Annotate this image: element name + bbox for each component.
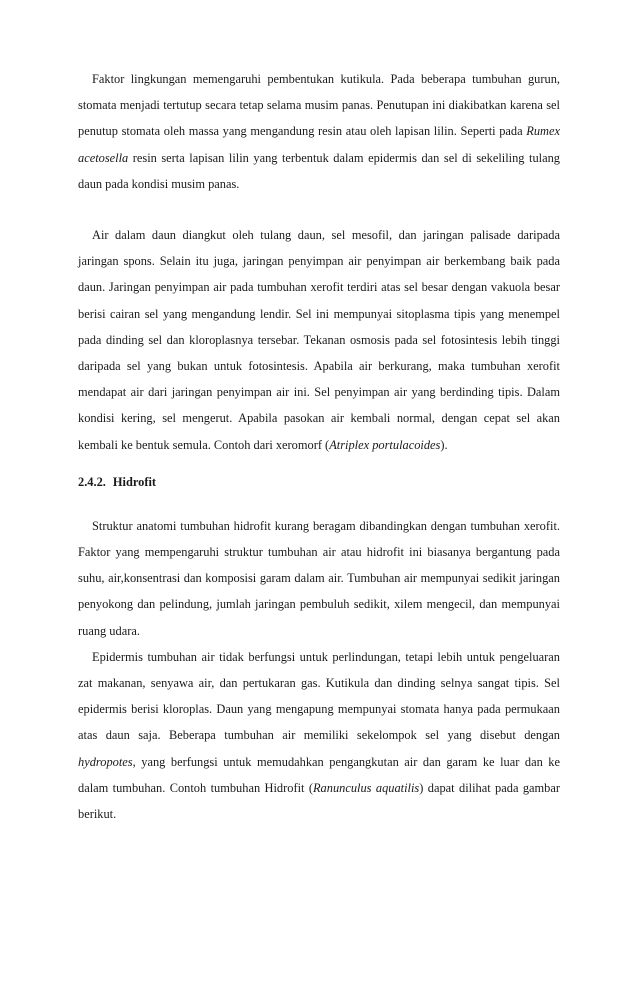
section-number: 2.4.2. (78, 474, 106, 489)
paragraph-struktur-anatomi (78, 513, 560, 644)
section-heading (78, 472, 560, 492)
term-italic: hydropotes (78, 754, 133, 769)
paragraph-spacer (78, 197, 560, 222)
species-name: Atriplex portulacoides (329, 437, 441, 452)
species-name: Rumex acetosella (78, 124, 560, 165)
paragraph-air-dalam-daun (78, 222, 560, 458)
section-spacer (78, 458, 560, 472)
document-page (78, 66, 560, 827)
species-name: Ranunculus aquatilis (312, 780, 420, 795)
section-spacer (78, 492, 560, 513)
paragraph-text: Epidermis tumbuhan air tidak berfungsi untuk perlindungan, tetapi lebih untuk pengeluaran zat makanan, senyawa air, dan pertukaran gas. Kutikula dan dinding selnya sangat tipis. Sel epidermis berisi kloroplas. Daun yang mengapung mempunyai stomata hanya pada permukaan atas daun saja. Beberapa tumbuhan air memiliki sekelompok sel yang disebut dengan (78, 649, 560, 743)
paragraph-text: Faktor lingkungan memengaruhi pembentukan kutikula. Pada beberapa tumbuhan gurun, stomata menjadi tertutup secara tetap selama musim panas. Penutupan ini diakibatkan karena sel penutup stomata oleh massa yang mengandung resin atau oleh lapisan lilin. Seperti pada (78, 72, 560, 139)
paragraph-text: resin serta lapisan lilin yang terbentuk dalam epidermis dan sel di sekeliling tulang daun pada kondisi musim panas. (78, 150, 560, 191)
paragraph-epidermis (78, 644, 560, 827)
paragraph-text: ) dapat dilihat pada gambar berikut. (78, 780, 560, 822)
paragraph-text: , yang berfungsi untuk memudahkan pengangkutan air dan garam ke luar dan ke dalam tumbuhan. Contoh tumbuhan Hidrofit ( (78, 754, 560, 795)
paragraph-text: Air dalam daun diangkut oleh tulang daun, sel mesofil, dan jaringan palisade daripada jaringan spons. Selain itu juga, jaringan penyimpan air penyimpan air berkembang baik pada daun. Jaringan penyimpan air pada tumbuhan xerofit terdiri atas sel besar dengan vakuola besar berisi cairan sel yang mengandung lendir. Sel ini mempunyai sitoplasma tipis yang menempel pada dinding sel dan kloroplasnya tersebar. Tekanan osmosis pada sel fotosintesis lebih tinggi daripada sel yang bukan untuk fotosintesis. Apabila air berkurang, maka tumbuhan xerofit mendapat air dari jaringan penyimpan air ini. Sel penyimpan air yang berdinding tipis. Dalam kondisi kering, sel mengerut. Apabila pasokan air kembali normal, dengan cepat sel akan kembali ke bentuk semula. Contoh dari xeromorf ( (78, 228, 560, 452)
paragraph-text: ). (440, 437, 448, 452)
section-title: Hidrofit (112, 474, 157, 489)
paragraph-kutikula (78, 66, 560, 197)
paragraph-text: Struktur anatomi tumbuhan hidrofit kurang beragam dibandingkan dengan tumbuhan xerofit. Faktor yang mempengaruhi struktur tumbuhan air atau hidrofit ini biasanya bergantung pada suhu, air,konsentrasi dan komposisi garam dalam air. Tumbuhan air mempunyai sedikit jaringan penyokong dan pelindung, jumlah jaringan pembuluh sedikit, xilem mengecil, dan mempunyai ruang udara. (78, 518, 560, 638)
